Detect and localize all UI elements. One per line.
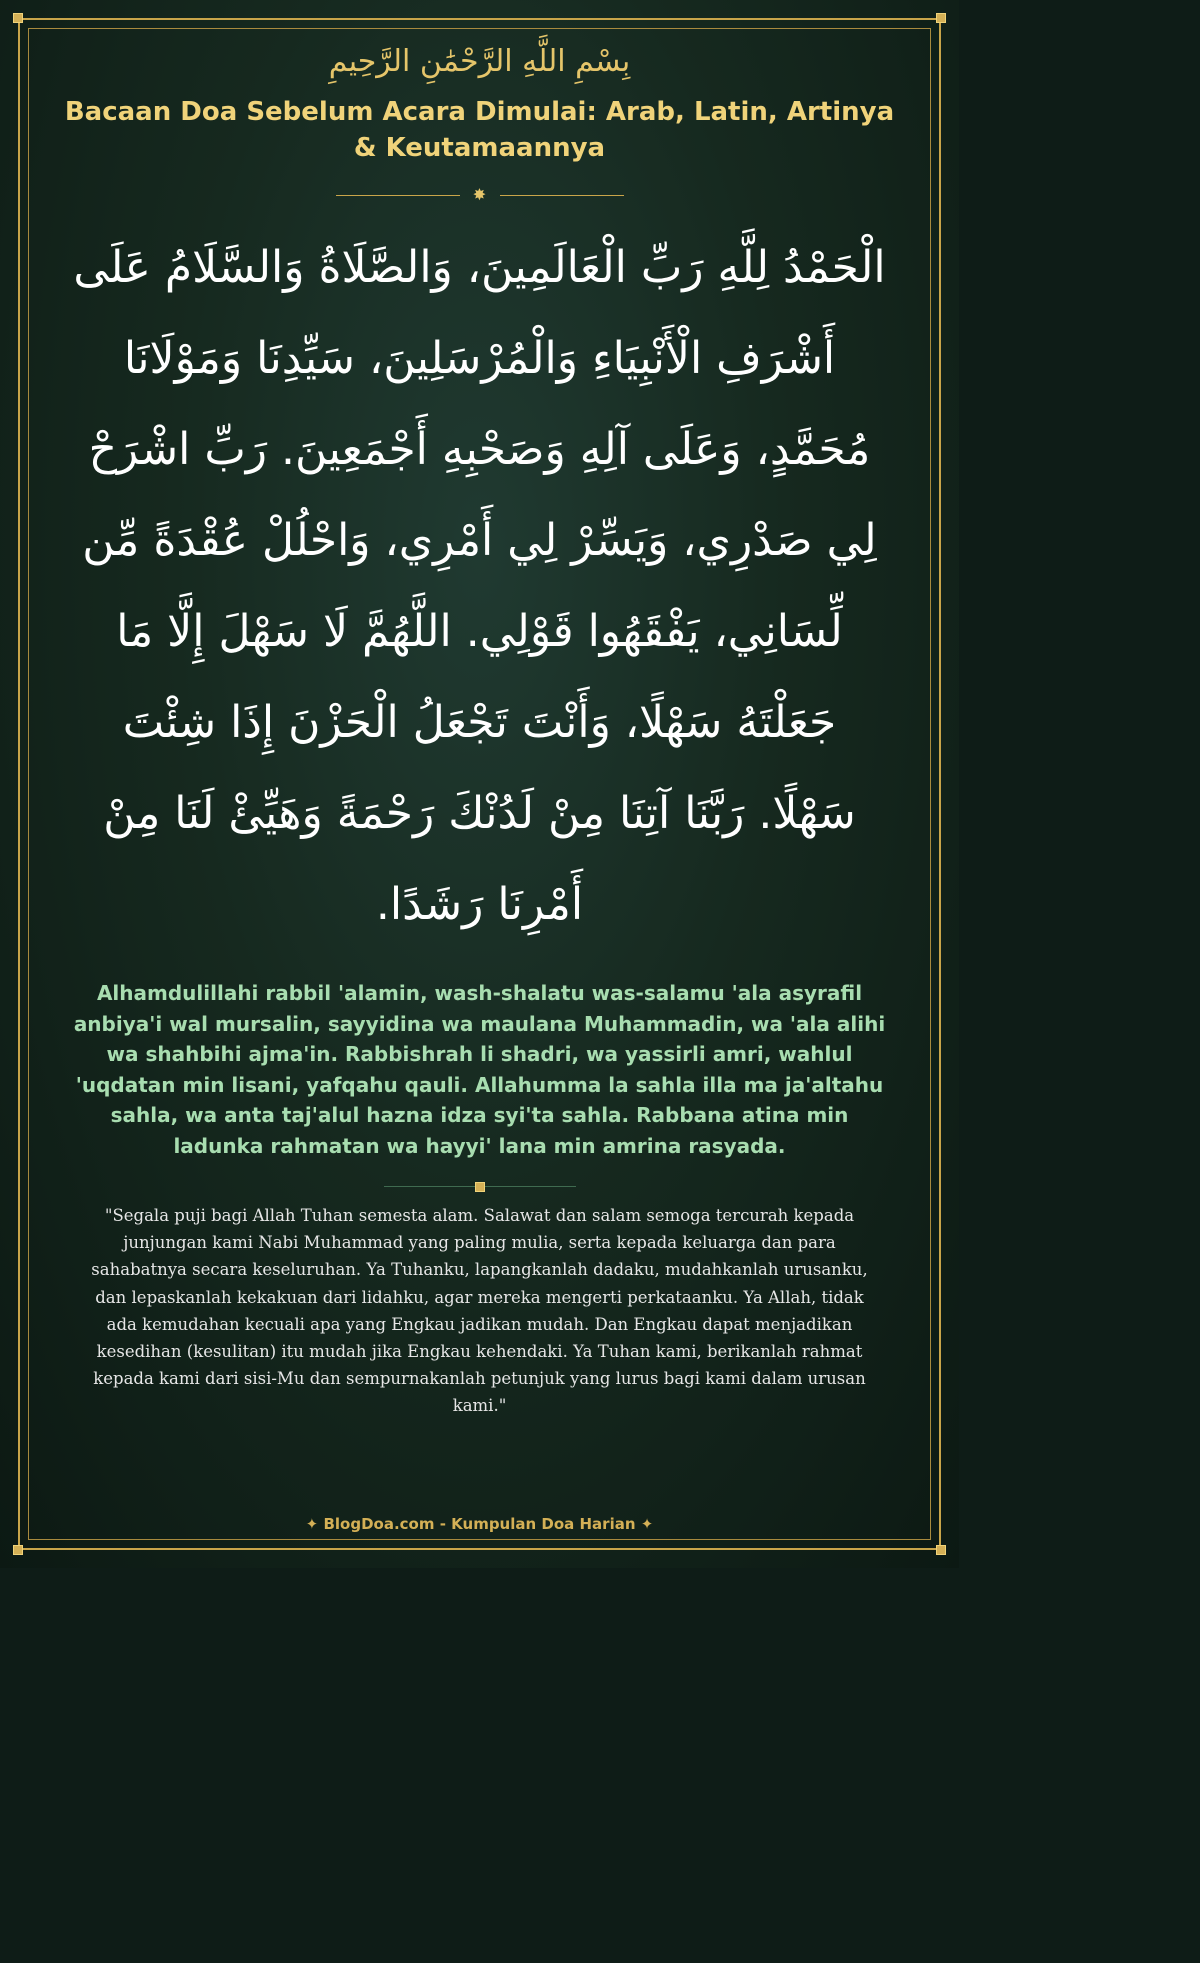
corner-ornament-icon [13,1545,23,1555]
star-ornament-icon: ✸ [472,185,487,204]
latin-transliteration: Alhamdulillahi rabbil 'alamin, wash-shalatu was-salamu 'ala asyrafil anbiya'i wal mursalin, sayyidina wa maulana Muhammadin, wa 'ala alihi wa shahbihi ajma'in. Rabbishrah li shadri, wa yassirli amri, wahlul 'uqdatan min lisani, yafqahu qauli. Allahumma la sahla illa ma ja'altahu sahla, wa anta taj'alul hazna idza syi'ta sahla. Rabbana atina min ladunka rahmatan wa hayyi' lana min amrina rasyada. [73,981,886,1158]
corner-ornament-icon [13,13,23,23]
footer-credit: ✦ BlogDoa.com - Kumpulan Doa Harian ✦ [305,1515,654,1533]
corner-ornament-icon [936,13,946,23]
title-divider [0,185,959,204]
divider-line [336,195,460,196]
page-title: Bacaan Doa Sebelum Acara Dimulai: Arab, Latin, Artinya & Keutamaannya [64,97,895,163]
arabic-prayer-text: الْحَمْدُ لِلَّهِ رَبِّ الْعَالَمِينَ، وَالصَّلَاةُ وَالسَّلَامُ عَلَى أَشْرَفِ الْأَنْبِيَاءِ وَالْمُرْسَلِينَ، سَيِّدِنَا وَمَوْلَانَا مُحَمَّدٍ، وَعَلَى آلِهِ وَصَحْبِهِ أَجْمَعِينَ. رَبِّ اشْرَحْ لِي صَدْرِي، وَيَسِّرْ لِي أَمْرِي، وَاحْلُلْ عُقْدَةً مِّن لِّسَانِي، يَفْقَهُوا قَوْلِي. اللَّهُمَّ لَا سَهْلَ إِلَّا مَا جَعَلْتَهُ سَهْلًا، وَأَنْتَ تَجْعَلُ الْحَزْنَ إِذَا شِئْتَ سَهْلًا. رَبَّنَا آتِنَا مِنْ لَدُنْكَ رَحْمَةً وَهَيِّئْ لَنَا مِنْ أَمْرِنَا رَشَدًا. [73,242,886,930]
bismillah-heading: بِسْمِ اللَّهِ الرَّحْمَٰنِ الرَّحِيمِ [328,44,631,79]
divider-line [500,195,624,196]
indonesian-translation: "Segala puji bagi Allah Tuhan semesta alam. Salawat dan salam semoga tercurah kepada junjungan kami Nabi Muhammad yang paling mulia, serta kepada keluarga dan para sahabatnya secara keseluruhan. Ya Tuhanku, lapangkanlah dadaku, mudahkanlah urusanku, dan lepaskanlah kekakuan dari lidahku, agar mereka mengerti perkataanku. Ya Allah, tidak ada kemudahan kecuali apa yang Engkau jadikan mudah. Dan Engkau dapat menjadikan kesedihan (kesulitan) itu mudah jika Engkau kehendaki. Ya Tuhan kami, berikanlah rahmat kepada kami dari sisi-Mu dan sempurnakanlah petunjuk yang lurus bagi kami dalam urusan kami." [91,1206,868,1416]
section-divider [0,1179,959,1195]
square-ornament-icon [475,1182,485,1192]
corner-ornament-icon [936,1545,946,1555]
